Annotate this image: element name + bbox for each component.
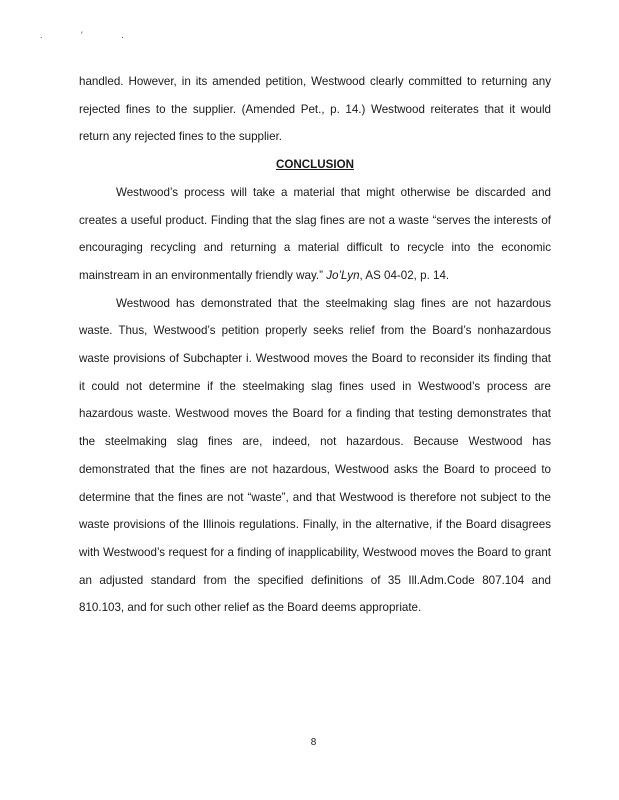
case-citation: Jo’Lyn	[326, 268, 360, 282]
conclusion-paragraph-1	[79, 179, 551, 290]
page-body	[79, 68, 551, 622]
continued-paragraph: handled. However, in its amended petition, Westwood clearly committed to returning any rejected fines to the supplier. (Amended Pet., p. 14.) Westwood reiterates that it would return any rejected fines to the supplier.	[79, 75, 551, 144]
conclusion-heading: CONCLUSION	[276, 158, 354, 172]
conclusion-paragraph-2: Westwood has demonstrated that the steelmaking slag fines are not hazardous waste. Thus, Westwood’s petition properly seeks relief from the Board’s nonhazardous waste provisions of Subchapter i. Westwood moves the Board to reconsider its finding that it could not determine if the steelmaking slag fines used in Westwood’s process are hazardous waste. Westwood moves the Board for a finding that testing demonstrates that the steelmaking slag fines are, indeed, not hazardous. Because Westwood has demonstrated that the fines are not hazardous, Westwood asks the Board to proceed to determine that the fines are not “waste”, and that Westwood is therefore not subject to the waste provisions of the Illinois regulations. Finally, in the alternative, if the Board disagrees with Westwood’s request for a finding of inapplicability, Westwood moves the Board to grant an adjusted standard from the specified definitions of 35 Ill.Adm.Code 807.104 and 810.103, and for such other relief as the Board deems appropriate.	[79, 296, 551, 615]
case-citation-rest: , AS 04-02, p. 14.	[359, 268, 450, 282]
page-number: 8	[310, 737, 317, 748]
paragraph-1-text: Westwood’s process will take a material that might otherwise be discarded and creates a useful product. Finding that the slag fines are not a waste “serves the interests of encouraging recycling and returning a material difficult to recycle into the economic mainstream in an environmentally friendly way.”	[79, 185, 551, 282]
scan-marks: . ′ .	[40, 30, 142, 40]
